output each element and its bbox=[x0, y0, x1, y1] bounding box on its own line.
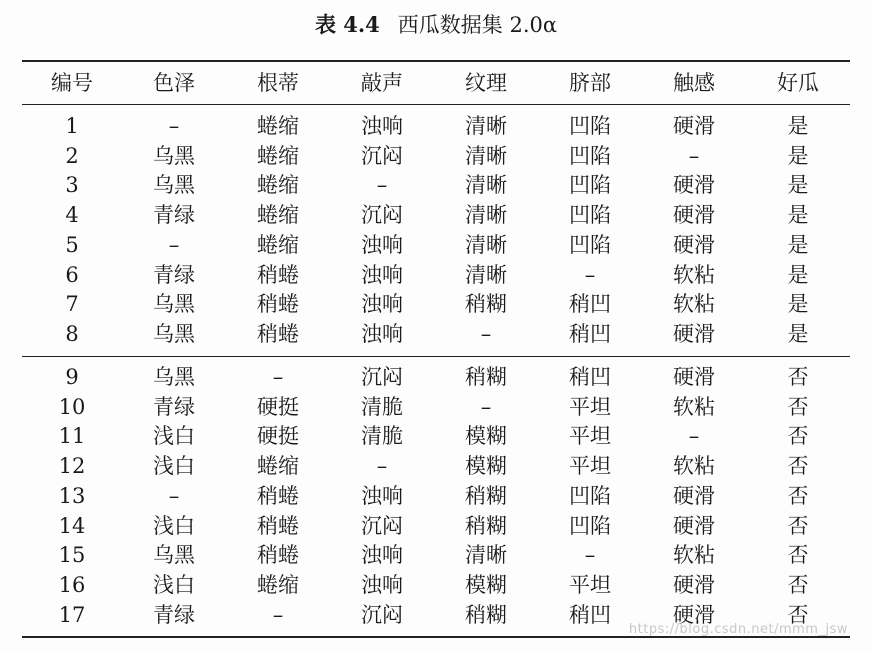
cell-touch: 硬滑 bbox=[673, 513, 715, 538]
cell-good: 是 bbox=[787, 321, 809, 346]
cell-root: – bbox=[272, 365, 284, 389]
cell-color: 浅白 bbox=[153, 572, 195, 597]
cell-touch: 软粘 bbox=[673, 543, 715, 568]
cell-good: 否 bbox=[787, 572, 809, 597]
cell-root: 蜷缩 bbox=[257, 203, 299, 228]
cell-color: 乌黑 bbox=[153, 321, 195, 346]
top-rule bbox=[22, 60, 850, 62]
cell-color: 浅白 bbox=[153, 513, 195, 538]
table-row bbox=[22, 201, 850, 231]
cell-id: 14 bbox=[58, 513, 86, 538]
cell-texture: – bbox=[480, 394, 492, 419]
table-row bbox=[22, 290, 850, 320]
table-row bbox=[22, 452, 850, 482]
cell-navel: 凹陷 bbox=[569, 232, 611, 257]
cell-good: 是 bbox=[787, 203, 809, 228]
table-title: 西瓜数据集 2.0α bbox=[397, 13, 558, 37]
cell-good: 否 bbox=[787, 365, 809, 389]
cell-sound: 沉闷 bbox=[361, 602, 403, 627]
cell-id: 1 bbox=[65, 114, 79, 138]
cell-color: 乌黑 bbox=[153, 173, 195, 198]
cell-root: 稍蜷 bbox=[257, 262, 299, 287]
header-row bbox=[22, 64, 850, 102]
cell-good: 否 bbox=[787, 424, 809, 449]
cell-color: 青绿 bbox=[153, 394, 195, 419]
header-touch: 触感 bbox=[673, 71, 715, 95]
cell-root: 稍蜷 bbox=[257, 321, 299, 346]
cell-root: 蜷缩 bbox=[257, 114, 299, 138]
table-row bbox=[22, 512, 850, 542]
cell-id: 16 bbox=[58, 572, 86, 597]
cell-touch: 硬滑 bbox=[673, 321, 715, 346]
table-row bbox=[22, 393, 850, 423]
cell-id: 11 bbox=[58, 424, 86, 449]
cell-color: 乌黑 bbox=[153, 365, 195, 389]
cell-sound: 浊响 bbox=[361, 543, 403, 568]
cell-sound: 清脆 bbox=[361, 394, 403, 419]
table-body-negative bbox=[22, 363, 850, 630]
cell-id: 13 bbox=[58, 483, 86, 508]
cell-texture: 清晰 bbox=[465, 232, 507, 257]
cell-good: 否 bbox=[787, 454, 809, 479]
cell-root: – bbox=[272, 602, 284, 627]
cell-texture: 清晰 bbox=[465, 543, 507, 568]
cell-root: 蜷缩 bbox=[257, 173, 299, 198]
cell-sound: 浊响 bbox=[361, 292, 403, 317]
table-row bbox=[22, 142, 850, 172]
table-row bbox=[22, 422, 850, 452]
cell-id: 15 bbox=[58, 543, 86, 568]
cell-texture: 清晰 bbox=[465, 262, 507, 287]
cell-texture: – bbox=[480, 321, 492, 346]
cell-touch: 软粘 bbox=[673, 262, 715, 287]
cell-sound: 沉闷 bbox=[361, 365, 403, 389]
cell-texture: 稍糊 bbox=[465, 292, 507, 317]
table-header bbox=[22, 64, 850, 102]
cell-id: 3 bbox=[65, 173, 79, 198]
cell-root: 硬挺 bbox=[257, 394, 299, 419]
cell-navel: – bbox=[584, 543, 596, 568]
cell-color: 青绿 bbox=[153, 203, 195, 228]
header-id: 编号 bbox=[51, 71, 93, 95]
cell-good: 是 bbox=[787, 292, 809, 317]
cell-sound: 浊响 bbox=[361, 262, 403, 287]
cell-navel: 凹陷 bbox=[569, 173, 611, 198]
cell-good: 否 bbox=[787, 602, 809, 627]
cell-texture: 稍糊 bbox=[465, 365, 507, 389]
cell-texture: 模糊 bbox=[465, 424, 507, 449]
cell-touch: 硬滑 bbox=[673, 572, 715, 597]
cell-good: 否 bbox=[787, 483, 809, 508]
cell-good: 是 bbox=[787, 143, 809, 168]
cell-texture: 清晰 bbox=[465, 203, 507, 228]
header-good: 好瓜 bbox=[777, 71, 819, 95]
cell-id: 8 bbox=[65, 321, 79, 346]
cell-touch: 硬滑 bbox=[673, 602, 715, 627]
cell-navel: 稍凹 bbox=[569, 321, 611, 346]
cell-id: 17 bbox=[58, 602, 86, 627]
cell-color: 青绿 bbox=[153, 262, 195, 287]
cell-sound: 浊响 bbox=[361, 232, 403, 257]
table-row bbox=[22, 363, 850, 393]
cell-texture: 稍糊 bbox=[465, 483, 507, 508]
cell-root: 稍蜷 bbox=[257, 543, 299, 568]
cell-id: 9 bbox=[65, 365, 79, 389]
header-navel: 脐部 bbox=[569, 71, 611, 95]
cell-color: – bbox=[168, 114, 180, 138]
header-sound: 敲声 bbox=[361, 71, 403, 95]
cell-navel: 凹陷 bbox=[569, 143, 611, 168]
cell-root: 稍蜷 bbox=[257, 513, 299, 538]
watermark-text: https://blog.csdn.net/mmm_jsw bbox=[628, 622, 848, 637]
cell-id: 5 bbox=[65, 232, 79, 257]
cell-sound: 沉闷 bbox=[361, 513, 403, 538]
table-row bbox=[22, 320, 850, 350]
cell-root: 蜷缩 bbox=[257, 232, 299, 257]
cell-sound: 浊响 bbox=[361, 114, 403, 138]
cell-touch: 硬滑 bbox=[673, 203, 715, 228]
cell-touch: 软粘 bbox=[673, 292, 715, 317]
cell-sound: 沉闷 bbox=[361, 203, 403, 228]
cell-good: 是 bbox=[787, 262, 809, 287]
cell-navel: 平坦 bbox=[569, 572, 611, 597]
cell-sound: 浊响 bbox=[361, 572, 403, 597]
cell-texture: 稍糊 bbox=[465, 513, 507, 538]
cell-good: 否 bbox=[787, 394, 809, 419]
cell-touch: 硬滑 bbox=[673, 365, 715, 389]
cell-navel: 凹陷 bbox=[569, 203, 611, 228]
cell-texture: 清晰 bbox=[465, 143, 507, 168]
cell-good: 是 bbox=[787, 173, 809, 198]
cell-touch: – bbox=[688, 143, 700, 168]
cell-touch: 硬滑 bbox=[673, 114, 715, 138]
cell-touch: 硬滑 bbox=[673, 232, 715, 257]
header-root: 根蒂 bbox=[257, 71, 299, 95]
header-color: 色泽 bbox=[153, 71, 195, 95]
cell-navel: 凹陷 bbox=[569, 483, 611, 508]
cell-navel: 稍凹 bbox=[569, 365, 611, 389]
cell-color: 青绿 bbox=[153, 602, 195, 627]
cell-root: 稍蜷 bbox=[257, 483, 299, 508]
cell-color: 浅白 bbox=[153, 424, 195, 449]
header-rule bbox=[22, 104, 850, 105]
cell-root: 蜷缩 bbox=[257, 572, 299, 597]
table-row bbox=[22, 571, 850, 601]
cell-touch: 硬滑 bbox=[673, 173, 715, 198]
cell-root: 蜷缩 bbox=[257, 454, 299, 479]
table-row bbox=[22, 541, 850, 571]
cell-root: 硬挺 bbox=[257, 424, 299, 449]
cell-sound: – bbox=[376, 454, 388, 479]
cell-sound: – bbox=[376, 173, 388, 198]
header-texture: 纹理 bbox=[465, 71, 507, 95]
cell-touch: 硬滑 bbox=[673, 483, 715, 508]
cell-color: 乌黑 bbox=[153, 143, 195, 168]
cell-id: 6 bbox=[65, 262, 79, 287]
cell-id: 7 bbox=[65, 292, 79, 317]
cell-navel: 凹陷 bbox=[569, 513, 611, 538]
cell-color: 乌黑 bbox=[153, 292, 195, 317]
table-row bbox=[22, 482, 850, 512]
cell-color: – bbox=[168, 483, 180, 508]
cell-navel: 平坦 bbox=[569, 394, 611, 419]
cell-id: 2 bbox=[65, 143, 79, 168]
group-separator-rule bbox=[22, 356, 850, 357]
cell-touch: 软粘 bbox=[673, 394, 715, 419]
cell-texture: 稍糊 bbox=[465, 602, 507, 627]
cell-color: 浅白 bbox=[153, 454, 195, 479]
cell-good: 否 bbox=[787, 513, 809, 538]
cell-good: 是 bbox=[787, 114, 809, 138]
table-row bbox=[22, 171, 850, 201]
cell-color: 乌黑 bbox=[153, 543, 195, 568]
table-row bbox=[22, 231, 850, 261]
cell-texture: 清晰 bbox=[465, 173, 507, 198]
cell-touch: 软粘 bbox=[673, 454, 715, 479]
cell-navel: 平坦 bbox=[569, 424, 611, 449]
cell-navel: 稍凹 bbox=[569, 292, 611, 317]
cell-sound: 沉闷 bbox=[361, 143, 403, 168]
cell-touch: – bbox=[688, 424, 700, 449]
table-row bbox=[22, 112, 850, 142]
cell-sound: 浊响 bbox=[361, 483, 403, 508]
cell-navel: – bbox=[584, 262, 596, 287]
table-body-positive bbox=[22, 112, 850, 350]
cell-navel: 稍凹 bbox=[569, 602, 611, 627]
table-caption bbox=[0, 10, 872, 40]
cell-root: 蜷缩 bbox=[257, 143, 299, 168]
cell-color: – bbox=[168, 232, 180, 257]
cell-sound: 清脆 bbox=[361, 424, 403, 449]
table-row bbox=[22, 261, 850, 291]
cell-id: 4 bbox=[65, 203, 79, 228]
cell-id: 10 bbox=[58, 394, 86, 419]
cell-texture: 模糊 bbox=[465, 572, 507, 597]
cell-id: 12 bbox=[58, 454, 86, 479]
table-number: 表 4.4 bbox=[314, 12, 380, 37]
cell-texture: 模糊 bbox=[465, 454, 507, 479]
cell-navel: 平坦 bbox=[569, 454, 611, 479]
cell-texture: 清晰 bbox=[465, 114, 507, 138]
cell-good: 否 bbox=[787, 543, 809, 568]
cell-navel: 凹陷 bbox=[569, 114, 611, 138]
cell-good: 是 bbox=[787, 232, 809, 257]
cell-root: 稍蜷 bbox=[257, 292, 299, 317]
cell-sound: 浊响 bbox=[361, 321, 403, 346]
